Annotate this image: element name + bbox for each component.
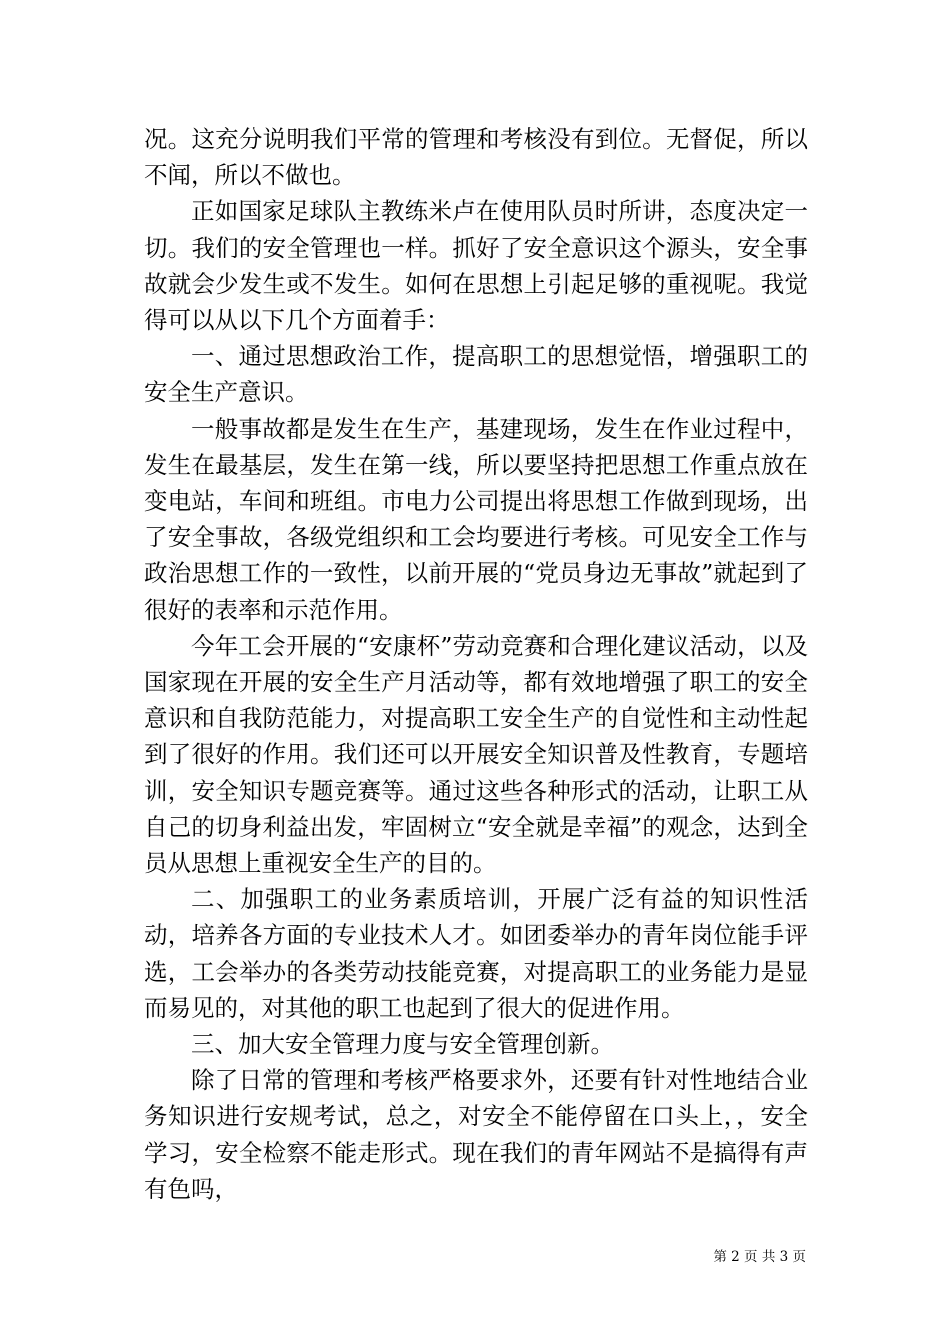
paragraph-5: 今年工会开展的“安康杯”劳动竞赛和合理化建议活动，以及国家现在开展的安全生产月活动等，都有效地增强了职工的安全意识和自我防范能力，对提高职工安全生产的自觉性和主动性起到了很好的作用。我们还可以开展安全知识普及性教育，专题培训，安全知识专题竞赛等。通过这些各种形式的活动，让职工从自己的切身利益出发，牢固树立“安全就是幸福”的观念，达到全员从思想上重视安全生产的目的。	[144, 631, 808, 878]
paragraph-7: 三、加大安全管理力度与安全管理创新。	[191, 1030, 614, 1059]
paragraph-3: 一、通过思想政治工作，提高职工的思想觉悟，增强职工的安全生产意识。	[144, 342, 808, 407]
paragraph-2: 正如国家足球队主教练米卢在使用队员时所讲，态度决定一切。我们的安全管理也一样。抓好了安全意识这个源头，安全事故就会少发生或不发生。如何在思想上引起足够的重视呢。我觉得可以从以下几个方面着手：	[144, 197, 808, 335]
paragraph-1: 况。这充分说明我们平常的管理和考核没有到位。无督促，所以不闻，所以不做也。	[144, 125, 808, 190]
body-text	[144, 121, 808, 1207]
paragraph-6: 二、加强职工的业务素质培训，开展广泛有益的知识性活动，培养各方面的专业技术人才。如团委举办的青年岗位能手评选，工会举办的各类劳动技能竞赛，对提高职工的业务能力是显而易见的，对其他的职工也起到了很大的促进作用。	[144, 885, 808, 1022]
page-number-footer: 第 2 页 共 3 页	[713, 1249, 806, 1265]
paragraph-8: 除了日常的管理和考核严格要求外，还要有针对性地结合业务知识进行安规考试，总之，对安全不能停留在口头上，，安全学习，安全检察不能走形式。现在我们的青年网站不是搞得有声有色吗，	[144, 1066, 808, 1203]
paragraph-4: 一般事故都是发生在生产，基建现场，发生在作业过程中，发生在最基层，发生在第一线，所以要坚持把思想工作重点放在变电站，车间和班组。市电力公司提出将思想工作做到现场，出了安全事故，各级党组织和工会均要进行考核。可见安全工作与政治思想工作的一致性，以前开展的“党员身边无事故”就起到了很好的表率和示范作用。	[144, 414, 808, 624]
